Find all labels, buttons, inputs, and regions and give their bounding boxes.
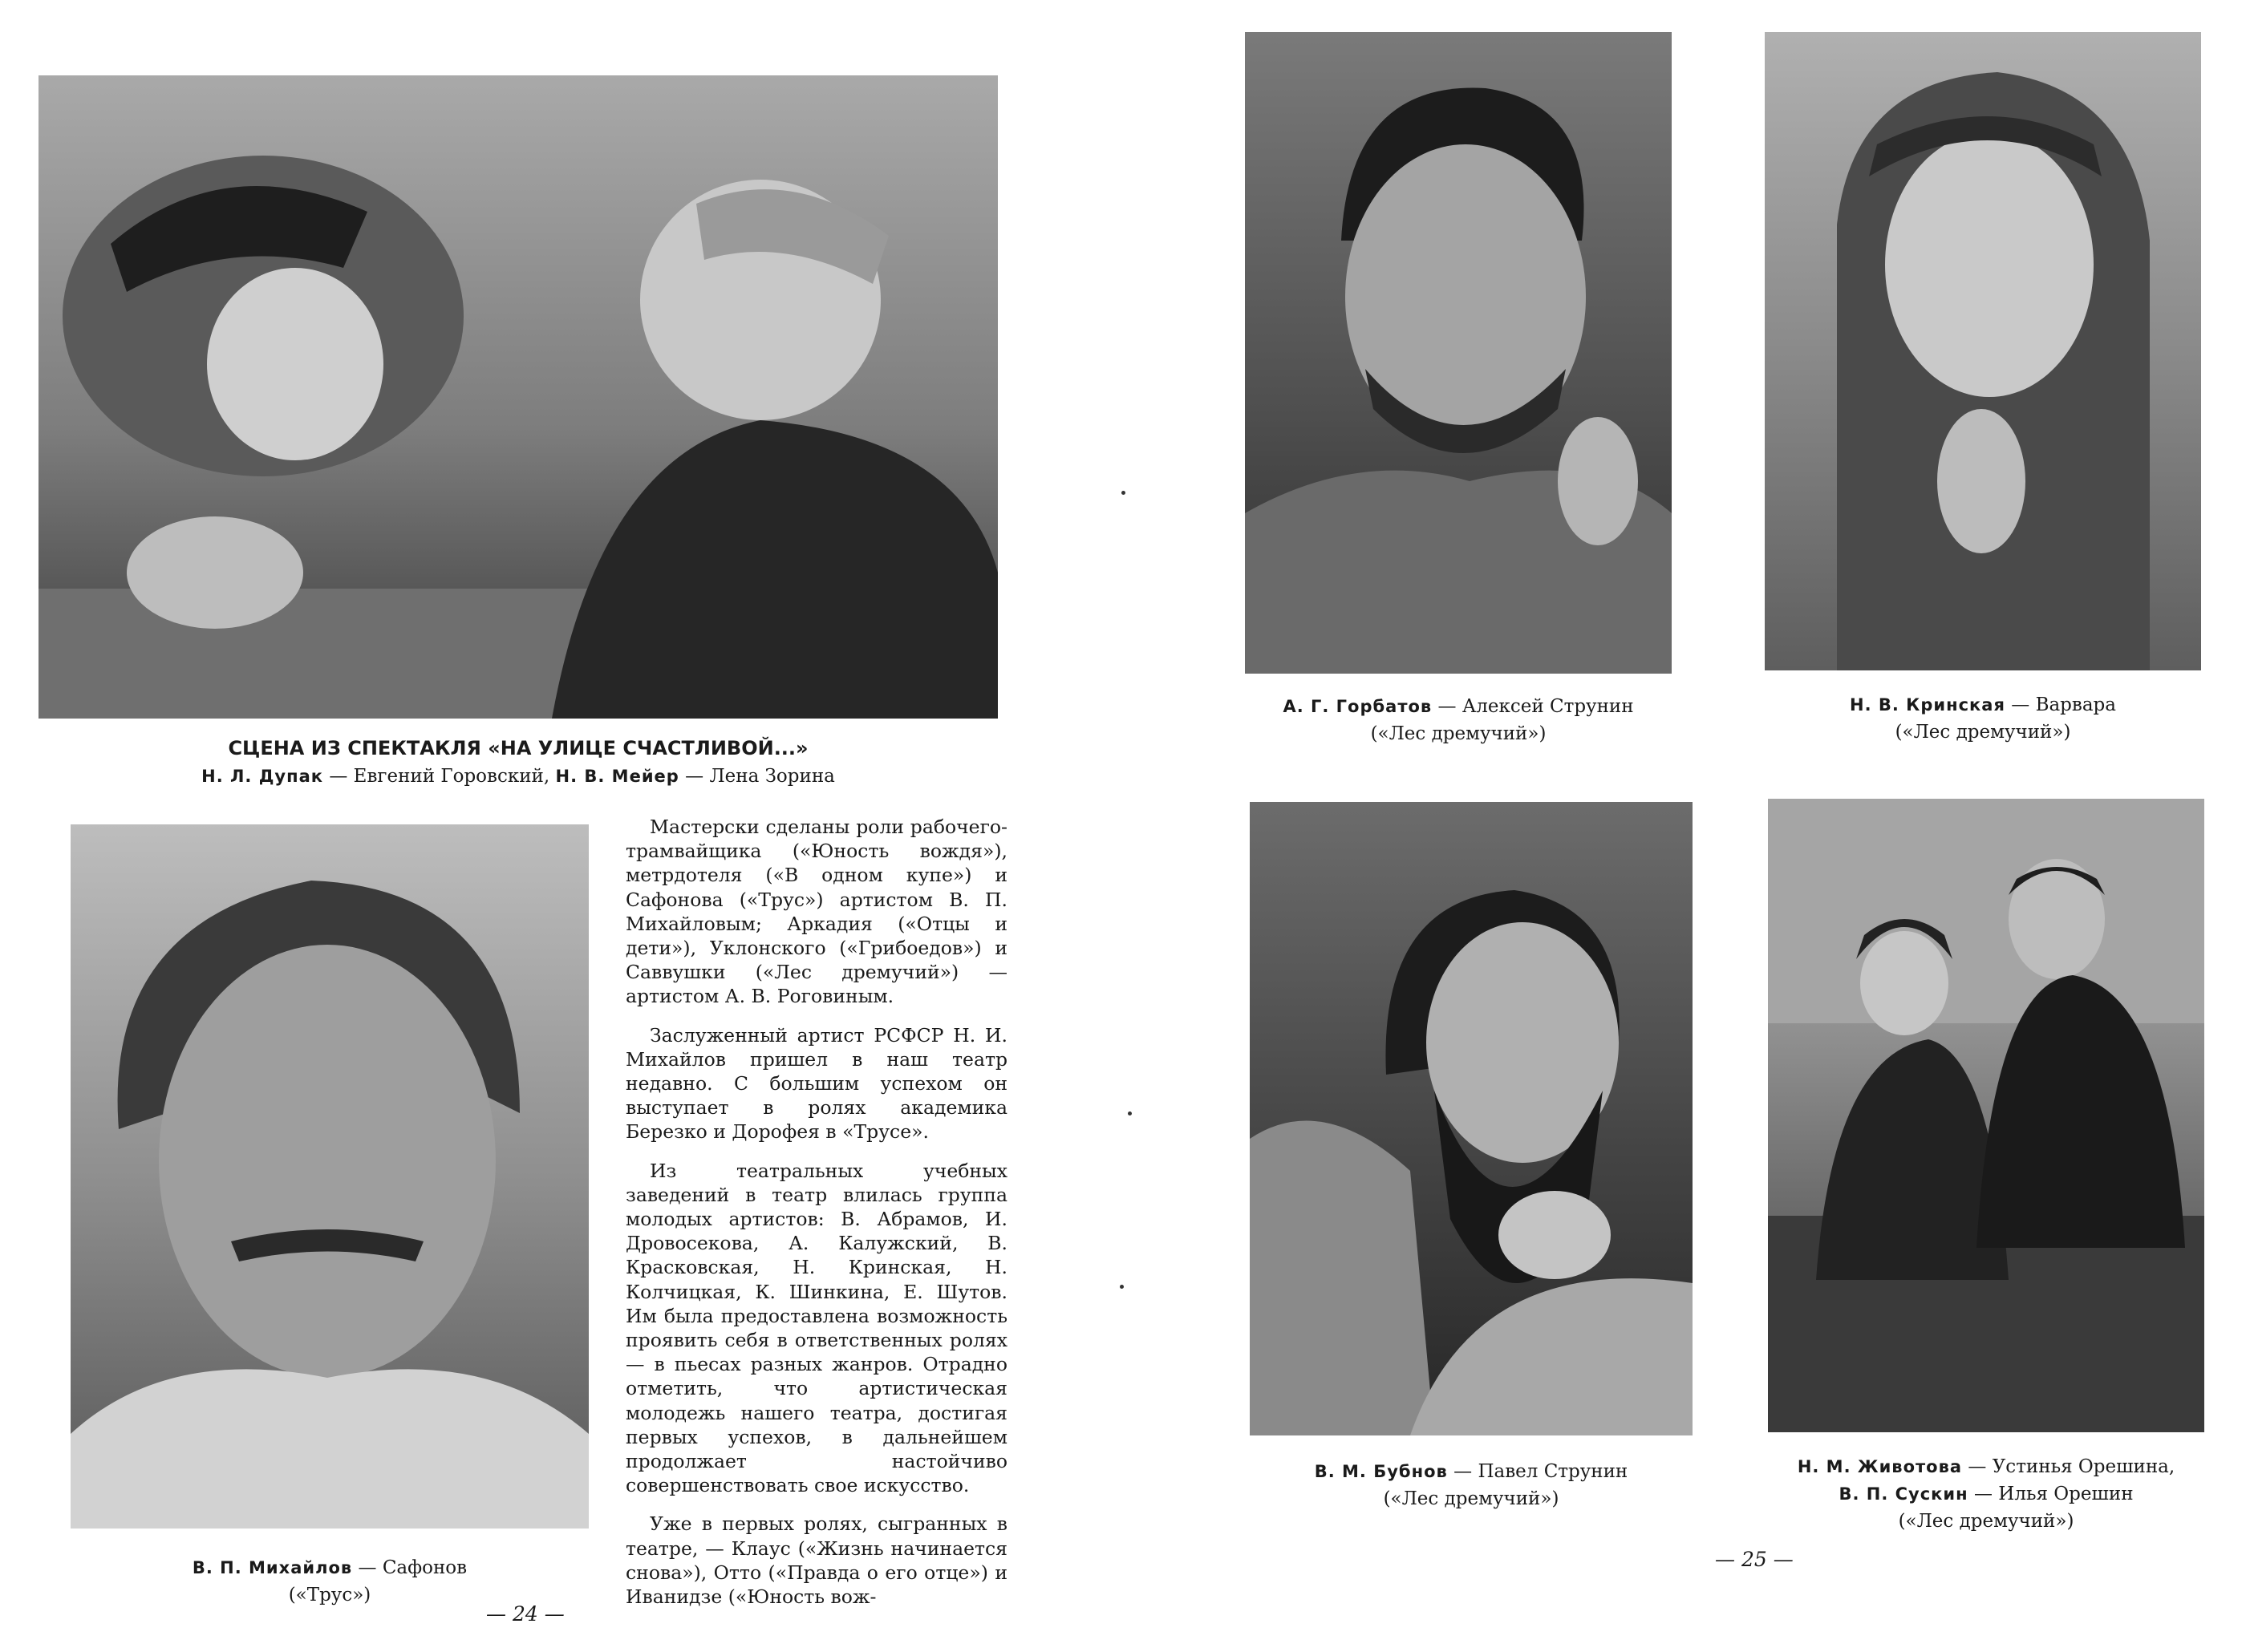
role-name: Сафонов (382, 1557, 468, 1578)
portrait-caption: В. П. Михайлов — Сафонов («Трус») (71, 1554, 589, 1609)
page-number-right: — 25 — (1715, 1548, 1794, 1571)
scene-photo (39, 75, 998, 719)
role-name: Павел Струнин (1478, 1461, 1628, 1482)
print-speck (1120, 1285, 1124, 1289)
scene-title: СЦЕНА ИЗ СПЕКТАКЛЯ «НА УЛИЦЕ СЧАСТЛИВОЙ...» (228, 737, 809, 759)
role-name: Илья Орешин (1998, 1484, 2134, 1504)
actor-name: А. Г. Горбатов (1283, 697, 1433, 716)
portrait-gorbatov (1245, 32, 1672, 674)
paragraph: Заслуженный артист РСФСР Н. И. Михайлов пришел в наш театр недавно. С большим успехом он выступает в ролях академика Березко и Дорофея в «Трусе». (626, 1023, 1007, 1144)
scene-zhivotova-suskin (1768, 799, 2204, 1432)
role-name: Евгений Горовский, (353, 766, 550, 787)
paragraph: Уже в первых ролях, сыгранных в театре, — Клаус («Жизнь начинается снова»), Отто («Правда о его отце») и Иванидзе («Юность вож- (626, 1512, 1007, 1609)
caption-gorbatov: А. Г. Горбатов — Алексей Струнин («Лес дремучий») (1235, 693, 1681, 747)
paragraph: Из театральных учебных заведений в театр влилась группа молодых артистов: В. Абрамов, И. Дровосекова, А. Калужский, В. Красковская, Н. Кринская, Н. Колчицкая, К. Шинкина, Е. Шутов. Им была предоставлена возможность проявить себя в ответственных ролях — в пьесах разных жанров. Отрадно отметить, что артистическая молодежь нашего театра, достигая первых успехов, в дальнейшем продолжает настойчиво совершенствовать свое искусство. (626, 1159, 1007, 1497)
page-number-left: — 24 — (486, 1602, 565, 1626)
play-name: («Лес дремучий») (1370, 723, 1547, 744)
actor-name: Н. Л. Дупак (201, 767, 324, 786)
portrait-mikhailov (71, 824, 589, 1529)
play-name: («Лес дремучий») (1895, 722, 2071, 743)
article-text (626, 815, 1007, 1623)
caption-zhivotova-suskin: Н. М. Животова — Устинья Орешина, В. П. Сускин — Илья Орешин («Лес дремучий») (1752, 1453, 2220, 1535)
portrait-bubnov (1250, 802, 1693, 1435)
caption-krinskaya: Н. В. Кринская — Варвара («Лес дремучий») (1762, 691, 2204, 746)
actor-name: Н. В. Мейер (555, 767, 679, 786)
actor-name: Н. М. Животова (1797, 1457, 1963, 1476)
print-speck (1128, 1111, 1132, 1116)
role-name: Устинья Орешина, (1992, 1456, 2175, 1477)
actor-name: В. П. Михайлов (192, 1558, 353, 1577)
caption-bubnov: В. М. Бубнов — Павел Струнин («Лес дремучий») (1240, 1458, 1702, 1512)
actor-name: Н. В. Кринская (1850, 695, 2005, 715)
play-name: («Лес дремучий») (1383, 1488, 1559, 1509)
paragraph: Мастерски сделаны роли рабочего-трамвайщика («Юность вождя»), метрдотеля («В одном купе») и Сафонова («Трус») артистом В. П. Михайловым; Аркадия («Отцы и дети»), Уклонского («Грибоедов») и Саввушки («Лес дремучий») — артистом А. В. Роговиным. (626, 816, 1007, 1008)
play-name: («Лес дремучий») (1898, 1511, 2074, 1532)
role-name: Алексей Струнин (1462, 696, 1634, 717)
role-name: Лена Зорина (709, 766, 835, 787)
scene-photo-caption: СЦЕНА ИЗ СПЕКТАКЛЯ «НА УЛИЦЕ СЧАСТЛИВОЙ...» Н. Л. Дупак — Евгений Горовский, Н. В. Мейер — Лена Зорина (201, 737, 835, 787)
play-name: («Трус») (288, 1585, 371, 1605)
actor-name: В. П. Сускин (1839, 1484, 1968, 1504)
role-name: Варвара (2035, 694, 2116, 715)
print-speck (1121, 491, 1125, 495)
actor-name: В. М. Бубнов (1314, 1462, 1448, 1481)
portrait-krinskaya (1765, 32, 2201, 670)
